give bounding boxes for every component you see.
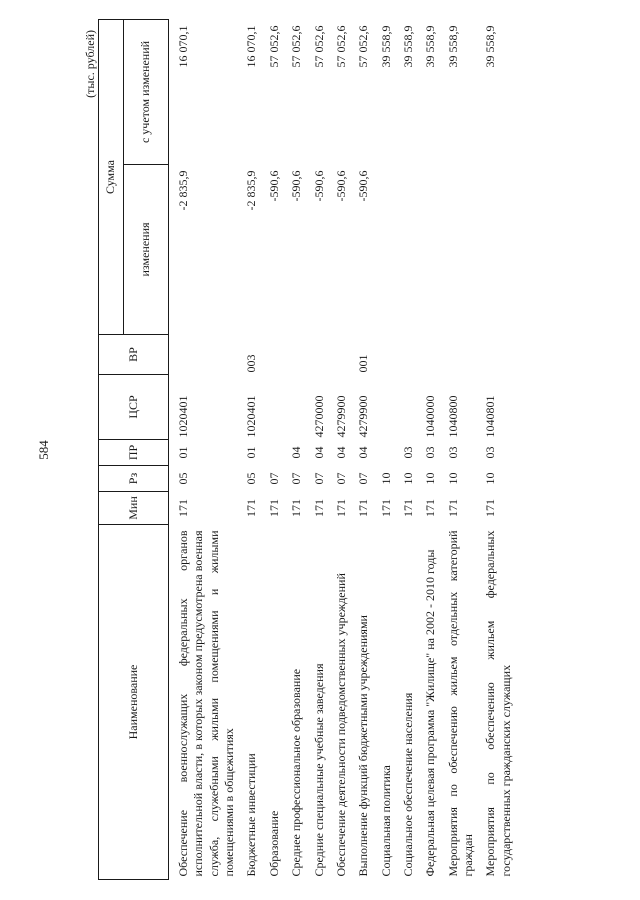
header-csr: ЦСР <box>99 375 169 440</box>
row-name: Обеспечение деятельности подведомственных учреждений <box>333 573 348 877</box>
row-name: Социальное обеспечение населения <box>400 692 415 877</box>
header-name: Наименование <box>99 525 169 880</box>
row-rz: 07 <box>311 472 326 485</box>
row-vr <box>420 335 442 375</box>
row-rz: 10 <box>378 472 393 485</box>
row-pr: 03 <box>483 446 498 459</box>
row-rz: 07 <box>356 472 371 485</box>
row-name: Социальная политика <box>378 765 393 877</box>
row-name: Образование <box>266 810 281 877</box>
units-note: (тыс. рублей) <box>83 30 97 98</box>
row-name: Мероприятия по обеспечению жильем федеральных государственных гражданских служащих <box>483 530 513 877</box>
row-name: Бюджетные инвестиции <box>244 753 259 877</box>
table-row <box>241 19 263 879</box>
row-change <box>420 165 442 335</box>
row-pr: 04 <box>289 446 304 459</box>
row-total: 39 558,9 <box>445 25 460 68</box>
row-csr: 1020401 <box>176 395 190 438</box>
row-rz: 10 <box>400 472 415 485</box>
row-vr: 003 <box>244 354 259 373</box>
row-vr <box>331 335 353 375</box>
row-total: 57 052,6 <box>289 25 304 68</box>
row-pr: 01 <box>176 446 190 459</box>
row-csr: 4279900 <box>356 395 371 438</box>
budget-table <box>98 19 518 880</box>
row-min: 171 <box>378 499 393 517</box>
table-row <box>309 19 331 879</box>
row-min: 171 <box>445 499 460 517</box>
row-name: Среднее профессиональное образование <box>289 668 304 877</box>
header-pr: ПР <box>99 440 169 466</box>
header-with-change: с учетом изменений <box>124 19 169 164</box>
row-rz: 05 <box>244 472 259 485</box>
row-min: 171 <box>483 499 498 517</box>
table-row <box>169 19 242 879</box>
row-change: -2 835,9 <box>176 170 190 211</box>
row-min: 171 <box>266 499 281 517</box>
row-total: 16 070,1 <box>244 25 259 68</box>
row-change <box>376 165 398 335</box>
table-row <box>264 19 286 879</box>
row-change <box>398 165 420 335</box>
row-pr <box>264 440 286 466</box>
row-min: 171 <box>244 499 259 517</box>
row-pr: 04 <box>311 446 326 459</box>
row-csr: 1040800 <box>445 395 460 438</box>
header-vr: ВР <box>99 335 169 375</box>
row-csr <box>286 375 308 440</box>
row-vr <box>480 335 518 375</box>
row-total: 39 558,9 <box>483 25 498 68</box>
row-min: 171 <box>423 499 438 517</box>
row-min: 171 <box>400 499 415 517</box>
row-name: Выполнение функций бюджетными учреждениями <box>356 615 371 877</box>
row-pr: 03 <box>445 446 460 459</box>
row-change: -590,6 <box>266 170 281 202</box>
row-vr <box>376 335 398 375</box>
row-vr <box>398 335 420 375</box>
row-vr <box>309 335 331 375</box>
row-csr <box>264 375 286 440</box>
row-total: 57 052,6 <box>356 25 371 68</box>
row-change <box>443 165 481 335</box>
row-total: 39 558,9 <box>423 25 438 68</box>
header-rz: Рз <box>99 466 169 492</box>
table-row <box>353 19 375 879</box>
row-pr: 03 <box>423 446 438 459</box>
row-pr: 04 <box>333 446 348 459</box>
row-csr: 4270000 <box>311 395 326 438</box>
table-row <box>398 19 420 879</box>
row-csr: 1040801 <box>483 395 498 438</box>
row-total: 57 052,6 <box>333 25 348 68</box>
row-rz: 10 <box>423 472 438 485</box>
row-min: 171 <box>356 499 371 517</box>
row-change <box>480 165 518 335</box>
row-csr <box>398 375 420 440</box>
row-change: -2 835,9 <box>244 170 259 211</box>
row-total: 57 052,6 <box>266 25 281 68</box>
row-pr: 03 <box>400 446 415 459</box>
rotated-table-sheet <box>82 20 622 880</box>
row-change: -590,6 <box>289 170 304 202</box>
table-row <box>443 19 481 879</box>
table-row <box>480 19 518 879</box>
row-vr <box>264 335 286 375</box>
row-rz: 10 <box>445 472 460 485</box>
row-total: 39 558,9 <box>378 25 393 68</box>
row-vr <box>286 335 308 375</box>
row-vr: 001 <box>356 354 371 373</box>
row-name: Обеспечение военнослужащих федеральных органов исполнительной власти, в которых законом предусмотрена военная служба, служебными жилыми помещениями и жилыми помещениями в общежитиях <box>176 530 237 877</box>
header-min: Мин <box>99 492 169 525</box>
row-total: 57 052,6 <box>311 25 326 68</box>
row-vr <box>443 335 481 375</box>
row-min: 171 <box>289 499 304 517</box>
row-csr: 1040000 <box>423 395 438 438</box>
row-rz: 07 <box>266 472 281 485</box>
row-change: -590,6 <box>311 170 326 202</box>
row-rz: 07 <box>333 472 348 485</box>
header-change: изменения <box>124 165 169 335</box>
row-csr: 1020401 <box>244 395 259 438</box>
table-row <box>331 19 353 879</box>
header-sum: Сумма <box>99 19 124 334</box>
page-number: 584 <box>36 440 51 460</box>
table-row <box>286 19 308 879</box>
row-vr <box>169 335 242 375</box>
row-rz: 05 <box>176 472 190 485</box>
row-total: 39 558,9 <box>400 25 415 68</box>
row-csr: 4279900 <box>333 395 348 438</box>
row-min: 171 <box>333 499 348 517</box>
row-name: Мероприятия по обеспечению жильем отдельных категорий граждан <box>445 530 476 877</box>
row-change: -590,6 <box>356 170 371 202</box>
row-min: 171 <box>311 499 326 517</box>
row-total: 16 070,1 <box>176 25 190 68</box>
row-pr: 01 <box>244 446 259 459</box>
row-csr <box>376 375 398 440</box>
row-name: Средние специальные учебные заведения <box>311 663 326 877</box>
table-row <box>376 19 398 879</box>
row-min: 171 <box>176 499 190 517</box>
row-name: Федеральная целевая программа "Жилище" на 2002 - 2010 годы <box>423 549 438 877</box>
row-pr <box>376 440 398 466</box>
row-pr: 04 <box>356 446 371 459</box>
row-rz: 07 <box>289 472 304 485</box>
row-change: -590,6 <box>333 170 348 202</box>
row-rz: 10 <box>483 472 498 485</box>
table-row <box>420 19 442 879</box>
